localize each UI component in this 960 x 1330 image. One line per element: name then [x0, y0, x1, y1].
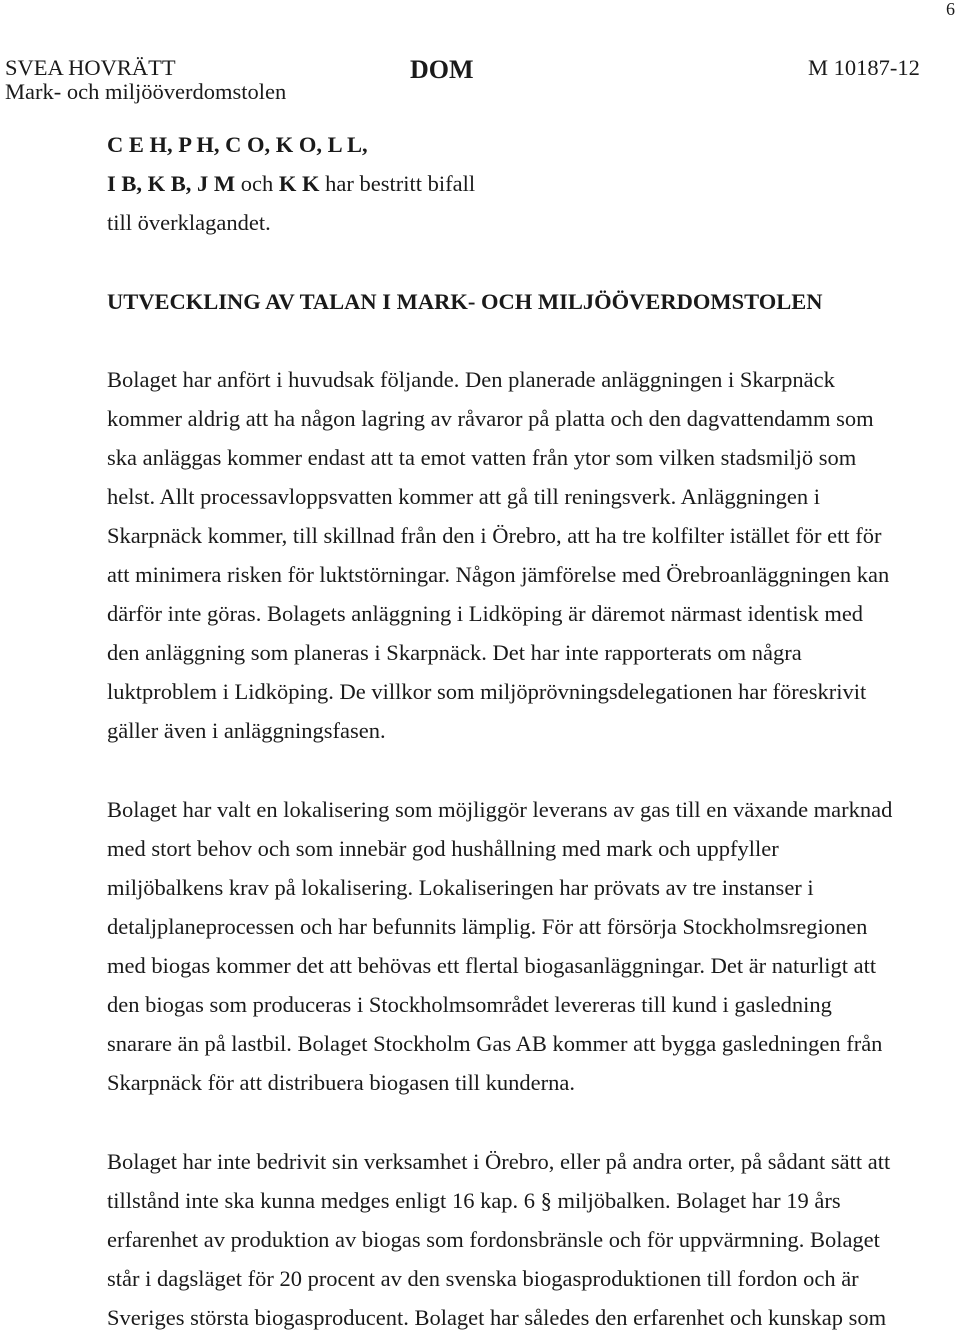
- paragraph-line: den biogas som produceras i Stockholmsområdet levereras till kund i gasledning: [107, 992, 832, 1017]
- party-list-line: C E H, P H, C O, K O, L L,: [107, 132, 368, 157]
- party-response-line-end: till överklagandet.: [107, 210, 271, 235]
- response-text: har bestritt bifall: [325, 171, 476, 196]
- court-name: SVEA HOVRÄTT: [5, 55, 176, 80]
- paragraph-line: gäller även i anläggningsfasen.: [107, 718, 386, 743]
- paragraph: [107, 368, 889, 743]
- paragraph-line: den anläggning som planeras i Skarpnäck. Det har inte rapporterats om några: [107, 640, 802, 665]
- paragraph-line: Bolaget har valt en lokalisering som möjliggör leverans av gas till en växande marknad: [107, 797, 893, 822]
- party-response-line: [107, 172, 475, 196]
- court-division: Mark- och miljööverdomstolen: [5, 79, 287, 104]
- paragraph-line: Bolaget har inte bedrivit sin verksamhet i Örebro, eller på andra orter, på sådant sätt att: [107, 1149, 891, 1174]
- party-names: K K: [278, 171, 320, 196]
- paragraph-line: ska anläggas kommer endast att ta emot vatten från ytor som vilken stadsmiljö som: [107, 445, 857, 470]
- paragraph-line: luktproblem i Lidköping. De villkor som miljöprövningsdelegationen har föreskrivit: [107, 679, 867, 704]
- paragraph-line: Bolaget har anfört i huvudsak följande. Den planerade anläggningen i Skarpnäck: [107, 367, 835, 392]
- paragraph: [107, 1150, 890, 1330]
- section-heading-block: [107, 290, 823, 314]
- party-names: I B, K B, J M: [107, 171, 236, 196]
- paragraph-line: Skarpnäck för att distribuera biogasen till kunderna.: [107, 1070, 575, 1095]
- paragraph-line: med stort behov och som innebär god hushållning med mark och uppfyller: [107, 836, 779, 861]
- parties-block: [107, 133, 475, 235]
- case-number: M 10187-12: [808, 55, 920, 80]
- paragraph-line: kommer aldrig att ha någon lagring av råvaror på platta och den dagvattendamm som: [107, 406, 874, 431]
- paragraph-line: Skarpnäck kommer, till skillnad från den i Örebro, att ha tre kolfilter istället för ett för: [107, 523, 882, 548]
- paragraph: [107, 798, 892, 1095]
- paragraph-line: snarare än på lastbil. Bolaget Stockholm Gas AB kommer att bygga gasledningen från: [107, 1031, 883, 1056]
- section-heading: UTVECKLING AV TALAN I MARK- OCH MILJÖÖVERDOMSTOLEN: [107, 289, 823, 314]
- paragraph-line: detaljplaneprocessen och har befunnits lämplig. För att försörja Stockholmsregionen: [107, 914, 868, 939]
- document-type: DOM: [410, 55, 474, 84]
- paragraph-line: erfarenhet av produktion av biogas som fordonsbränsle och för uppvärmning. Bolaget: [107, 1227, 880, 1252]
- paragraph-line: står i dagsläget för 20 procent av den svenska biogasproduktionen till fordon och är: [107, 1266, 859, 1291]
- paragraph-line: därför inte göras. Bolagets anläggning i Lidköping är däremot närmast identisk med: [107, 601, 864, 626]
- page-number: 6: [946, 0, 955, 19]
- paragraph-line: med biogas kommer det att behövas ett flertal biogasanläggningar. Det är naturligt att: [107, 953, 877, 978]
- paragraph-line: miljöbalkens krav på lokalisering. Lokaliseringen har prövats av tre instanser i: [107, 875, 814, 900]
- paragraph-line: Sveriges största biogasproducent. Bolaget har således den erfarenhet och kunskap som: [107, 1305, 887, 1330]
- paragraph-line: tillstånd inte ska kunna medges enligt 16 kap. 6 § miljöbalken. Bolaget har 19 års: [107, 1188, 841, 1213]
- conjunction: och: [240, 171, 274, 196]
- paragraph-line: att minimera risken för luktstörningar. Någon jämförelse med Örebroanläggningen kan: [107, 562, 890, 587]
- paragraph-line: helst. Allt processavloppsvatten kommer att gå till reningsverk. Anläggningen i: [107, 484, 820, 509]
